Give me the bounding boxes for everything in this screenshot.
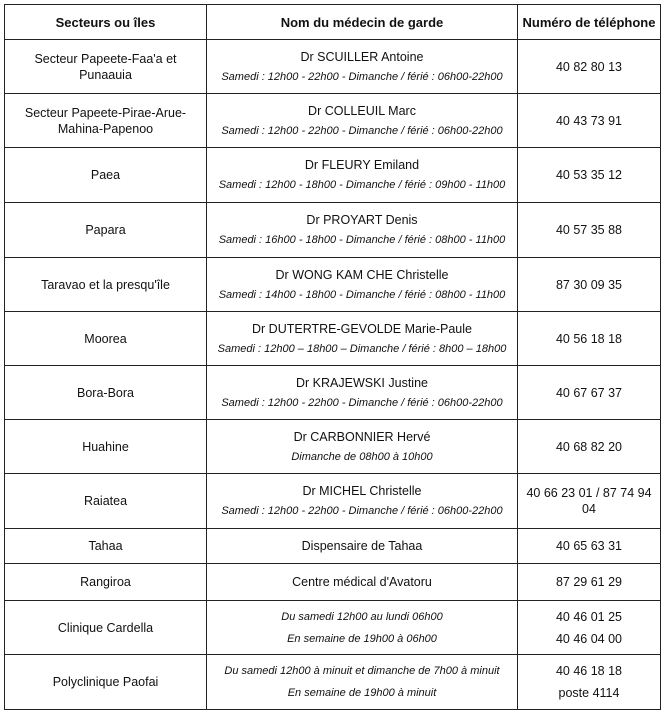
table-row [5, 420, 661, 474]
duty-hours: Samedi : 12h00 - 22h00 - Dimanche / férié : 06h00-22h00 [221, 396, 503, 409]
phone-cell: 40 67 67 37 [518, 366, 661, 420]
table-row [5, 94, 661, 148]
table-row [5, 601, 661, 655]
header-phone: Numéro de téléphone [518, 5, 661, 40]
duty-hours: Dimanche de 08h00 à 10h00 [291, 450, 433, 463]
table-row [5, 312, 661, 366]
doctor-name: Dr COLLEUIL Marc [308, 103, 416, 118]
doctor-cell [207, 40, 518, 94]
doctor-cell [207, 474, 518, 529]
duty-hours: Du samedi 12h00 au lundi 06h00 [281, 610, 443, 623]
sector-cell: Polyclinique Paofai [5, 655, 207, 710]
table-row [5, 148, 661, 203]
doctor-cell: Centre médical d'Avatoru [207, 564, 518, 601]
doctor-name: Dr KRAJEWSKI Justine [296, 375, 428, 390]
sector-cell: Tahaa [5, 529, 207, 564]
phone-number: poste 4114 [558, 686, 620, 700]
phone-cell: 40 68 82 20 [518, 420, 661, 474]
header-doctor: Nom du médecin de garde [207, 5, 518, 40]
table-row [5, 366, 661, 420]
sector-cell: Secteur Papeete-Pirae-Arue-Mahina-Papenoo [5, 94, 207, 148]
doctor-cell [207, 258, 518, 312]
doctor-cell [207, 601, 518, 655]
duty-hours: En semaine de 19h00 à minuit [287, 687, 437, 699]
duty-hours: Samedi : 16h00 - 18h00 - Dimanche / férié : 08h00 - 11h00 [218, 234, 506, 246]
sector-cell: Raiatea [5, 474, 207, 529]
doctor-cell [207, 203, 518, 258]
table-row [5, 529, 661, 564]
phone-number: 40 46 04 00 [555, 631, 623, 646]
on-call-doctors-table [4, 4, 661, 710]
sector-cell: Huahine [5, 420, 207, 474]
sector-cell: Secteur Papeete-Faa'a et Punaauia [5, 40, 207, 94]
header-row [5, 5, 661, 40]
duty-hours: Samedi : 12h00 - 18h00 - Dimanche / férié : 09h00 - 11h00 [218, 179, 506, 191]
doctor-name: Dr CARBONNIER Hervé [293, 429, 431, 444]
duty-hours: Samedi : 12h00 - 22h00 - Dimanche / férié : 06h00-22h00 [221, 70, 503, 83]
table-row [5, 655, 661, 710]
phone-cell [518, 655, 661, 710]
phone-cell: 87 29 61 29 [518, 564, 661, 601]
table-row [5, 203, 661, 258]
table-row [5, 474, 661, 529]
doctor-cell [207, 655, 518, 710]
phone-cell: 40 82 80 13 [518, 40, 661, 94]
phone-number: 40 46 01 25 [555, 609, 623, 624]
doctor-name: Dr WONG KAM CHE Christelle [275, 267, 449, 282]
sector-cell: Bora-Bora [5, 366, 207, 420]
duty-hours: Samedi : 12h00 - 22h00 - Dimanche / férié : 06h00-22h00 [221, 505, 503, 517]
doctor-cell [207, 420, 518, 474]
doctor-name: Dr DUTERTRE-GEVOLDE Marie-Paule [252, 321, 472, 336]
phone-cell: 40 53 35 12 [518, 148, 661, 203]
sector-cell: Papara [5, 203, 207, 258]
phone-cell: 40 65 63 31 [518, 529, 661, 564]
doctor-name: Dr SCUILLER Antoine [300, 49, 424, 64]
table-row [5, 564, 661, 601]
phone-cell: 40 43 73 91 [518, 94, 661, 148]
sector-cell: Taravao et la presqu'île [5, 258, 207, 312]
phone-cell [518, 601, 661, 655]
duty-hours: Samedi : 12h00 – 18h00 – Dimanche / férié : 8h00 – 18h00 [217, 342, 507, 355]
doctor-name: Dr PROYART Denis [306, 213, 418, 227]
phone-cell: 40 66 23 01 / 87 74 94 04 [518, 474, 661, 529]
header-sector: Secteurs ou îles [5, 5, 207, 40]
doctor-name: Dr FLEURY Emiland [304, 158, 420, 172]
phone-cell: 40 56 18 18 [518, 312, 661, 366]
table-row [5, 40, 661, 94]
doctor-cell [207, 94, 518, 148]
doctor-cell [207, 366, 518, 420]
sector-cell: Rangiroa [5, 564, 207, 601]
duty-hours: En semaine de 19h00 à 06h00 [287, 632, 437, 645]
table-row [5, 258, 661, 312]
sector-cell: Moorea [5, 312, 207, 366]
phone-number: 40 46 18 18 [555, 664, 623, 678]
sector-cell: Clinique Cardella [5, 601, 207, 655]
doctor-cell: Dispensaire de Tahaa [207, 529, 518, 564]
doctor-cell [207, 148, 518, 203]
duty-hours: Samedi : 12h00 - 22h00 - Dimanche / férié : 06h00-22h00 [221, 124, 503, 137]
duty-hours: Samedi : 14h00 - 18h00 - Dimanche / férié : 08h00 - 11h00 [218, 288, 506, 301]
doctor-cell [207, 312, 518, 366]
phone-cell: 87 30 09 35 [518, 258, 661, 312]
duty-hours: Du samedi 12h00 à minuit et dimanche de 7h00 à minuit [224, 665, 500, 677]
doctor-name: Dr MICHEL Christelle [302, 484, 422, 498]
phone-cell: 40 57 35 88 [518, 203, 661, 258]
sector-cell: Paea [5, 148, 207, 203]
